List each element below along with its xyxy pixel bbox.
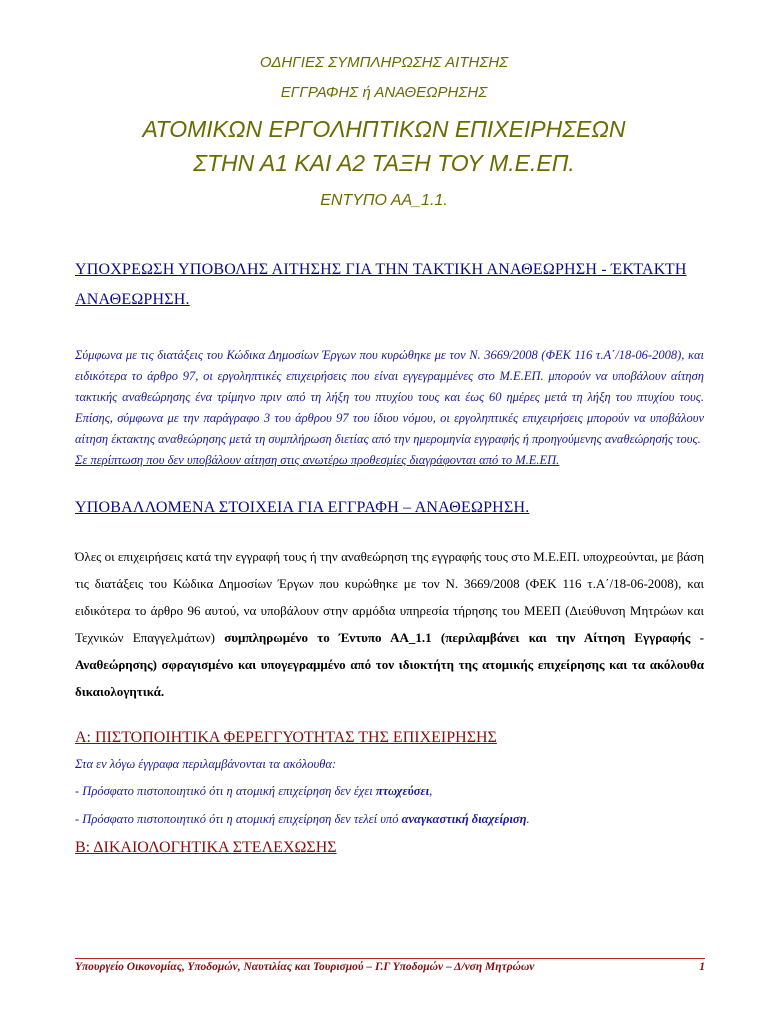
section-a-item-1 bbox=[75, 777, 704, 805]
title-line-3: ΑΤΟΜΙΚΩΝ ΕΡΓΟΛΗΠΤΙΚΩΝ ΕΠΙΧΕΙΡΗΣΕΩΝ bbox=[142, 116, 626, 142]
item-1-text: - Πρόσφατο πιστοποιητικό ότι η ατομική επιχείρηση δεν έχει bbox=[75, 784, 376, 798]
item-1-end: , bbox=[429, 784, 433, 798]
footer-divider bbox=[75, 958, 705, 959]
section-b-heading: Β: ΔΙΚΑΙΟΛΟΓΗΤΙΚΑ ΣΤΕΛΕΧΩΣΗΣ bbox=[75, 839, 337, 856]
form-code: ΕΝΤΥΠΟ ΑΑ_1.1. bbox=[320, 192, 448, 209]
section-2-text: Όλες οι επιχειρήσεις κατά την εγγραφή τους ή την αναθεώρηση της εγγραφής τους στο Μ.Ε.ΕΠ. υποχρεούνται, με βάση τις διατάξεις του Κώδικα Δημοσίων Έργων που κυρώθηκε με τον Ν. 3669/2008 (ΦΕΚ 116 τ.Α΄/18-06-2008), και ειδικότερα το άρθρο 96 αυτού, να υποβάλουν στην αρμόδια υπηρεσία τήρησης του ΜΕΕΠ (Διεύθυνση Μητρώων και Τεχνικών Επαγγελμάτων) bbox=[75, 549, 704, 645]
page-footer bbox=[75, 961, 705, 973]
section-1-paragraph: Σύμφωνα με τις διατάξεις του Κώδικα Δημοσίων Έργων που κυρώθηκε με τον Ν. 3669/2008 (ΦΕΚ 116 τ.Α΄/18-06-2008), και ειδικότερα το άρθρο 97, οι εργοληπτικές επιχειρήσεις που είναι εγγεγραμμένες στο Μ.Ε.ΕΠ. μπορούν να υποβάλουν αίτηση τακτικής αναθεώρησης ένα τρίμηνο πριν από τη λήξη του πτυχίου τους και έως 60 ημέρες μετά τη λήξη του πτυχίου τους. Επίσης, σύμφωνα με την παράγραφο 3 του άρθρου 97 του ίδιου νόμου, οι εργοληπτικές επιχειρήσεις μπορούν να υποβάλουν αίτηση έκτακτης αναθεώρησης μετά τη συμπλήρωση διετίας από την ημερομηνία εγγραφής ή προηγούμενης αναθεώρησής τους. bbox=[75, 348, 704, 446]
title-block bbox=[0, 48, 768, 218]
section-1-heading: ΥΠΟΧΡΕΩΣΗ ΥΠΟΒΟΛΗΣ ΑΙΤΗΣΗΣ ΓΙΑ ΤΗΝ ΤΑΚΤΙΚΗ ΑΝΑΘΕΩΡΗΣΗ - ΈΚΤΑΚΤΗ ΑΝΑΘΕΩΡΗΣΗ. bbox=[75, 261, 687, 308]
section-a-heading: Α: ΠΙΣΤΟΠΟΙΗΤΙΚΑ ΦΕΡΕΓΓΥΟΤΗΤΑΣ ΤΗΣ ΕΠΙΧΕΙΡΗΣΗΣ bbox=[75, 729, 497, 746]
item-2-text: - Πρόσφατο πιστοποιητικό ότι η ατομική επιχείρηση δεν τελεί υπό bbox=[75, 812, 402, 826]
document-body bbox=[75, 255, 704, 861]
item-1-bold: πτωχεύσει bbox=[375, 784, 430, 798]
section-1-note: Σε περίπτωση που δεν υποβάλουν αίτηση στις ανωτέρω προθεσμίες διαγράφονται από το Μ.Ε.ΕΠ. bbox=[75, 453, 560, 467]
title-line-4: ΣΤΗΝ Α1 ΚΑΙ Α2 ΤΑΞΗ ΤΟΥ Μ.Ε.ΕΠ. bbox=[193, 150, 575, 176]
section-2-bold-text: συμπληρωμένο το Έντυπο ΑΑ_1.1 (περιλαμβάνει και την Αίτηση Εγγραφής - Αναθεώρησης) σφραγισμένο και υπογεγραμμένο από τον ιδιοκτήτη της ατομικής επιχείρησης και τα ακόλουθα δικαιολογητικά. bbox=[75, 630, 704, 699]
title-line-2: ΕΓΓΡΑΦΗΣ ή ΑΝΑΘΕΩΡΗΣΗΣ bbox=[280, 84, 488, 101]
item-2-end: . bbox=[526, 812, 530, 826]
item-2-bold: αναγκαστική διαχείριση bbox=[401, 812, 527, 826]
section-2-paragraph bbox=[75, 543, 704, 705]
section-a-intro: Στα εν λόγω έγγραφα περιλαμβάνονται τα ακόλουθα: bbox=[75, 757, 337, 771]
page-number: 1 bbox=[699, 961, 705, 973]
section-2-heading: ΥΠΟΒΑΛΛΟΜΕΝΑ ΣΤΟΙΧΕΙΑ ΓΙΑ ΕΓΓΡΑΦΗ – ΑΝΑΘΕΩΡΗΣΗ. bbox=[75, 499, 530, 516]
title-line-1: ΟΔΗΓΙΕΣ ΣΥΜΠΛΗΡΩΣΗΣ ΑΙΤΗΣΗΣ bbox=[259, 54, 509, 71]
section-a-item-2 bbox=[75, 805, 704, 833]
footer-text: Υπουργείο Οικονομίας, Υποδομών, Ναυτιλίας και Τουρισμού – Γ.Γ Υποδομών – Δ/νση Μητρώων bbox=[75, 961, 535, 973]
